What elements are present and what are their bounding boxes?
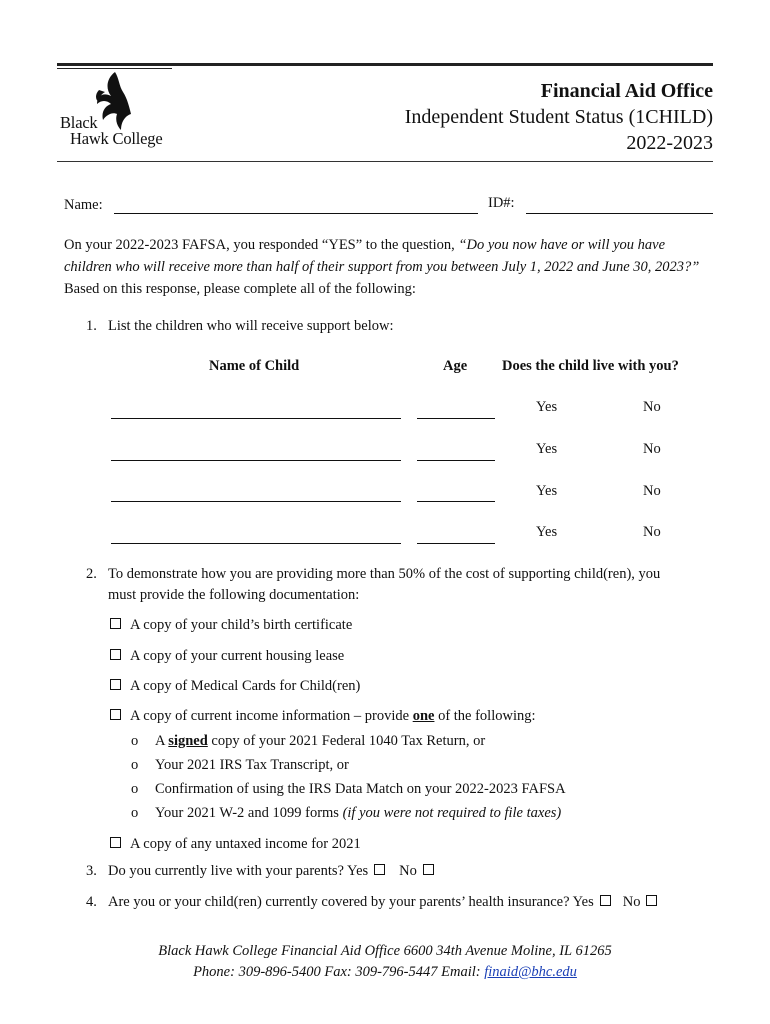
doc-label: A copy of your current housing lease xyxy=(130,648,345,664)
col-lives-with-you: Does the child live with you? xyxy=(502,358,679,374)
intro-text-part1: On your 2022-2023 FAFSA, you responded “YES” to the question, xyxy=(64,237,459,253)
header-rule-top xyxy=(57,63,713,66)
doc-label: A copy of Medical Cards for Child(ren) xyxy=(130,678,361,694)
header-rule-bottom xyxy=(57,161,713,162)
name-field[interactable] xyxy=(114,213,478,214)
child-name-field[interactable] xyxy=(111,501,401,502)
doc-checkbox-item[interactable] xyxy=(110,678,360,695)
child-name-field[interactable] xyxy=(111,418,401,419)
section3-no-label: No xyxy=(399,863,417,879)
id-field[interactable] xyxy=(526,213,713,214)
no-checkbox-icon[interactable] xyxy=(646,895,657,906)
income-one: one xyxy=(412,708,435,724)
doc-checkbox-item[interactable] xyxy=(110,836,361,853)
section1-text: List the children who will receive support below: xyxy=(108,318,394,334)
signed-text: signed xyxy=(168,733,208,749)
doc-label: A copy of any untaxed income for 2021 xyxy=(130,836,361,852)
income-option-data-match: Confirmation of using the IRS Data Match on your 2022-2023 FAFSA xyxy=(155,781,566,797)
col-age: Age xyxy=(443,358,468,374)
form-title: Independent Student Status (1CHILD) xyxy=(404,106,713,128)
child-name-field[interactable] xyxy=(111,460,401,461)
footer-address: Black Hawk College Financial Aid Office 6600 34th Avenue Moline, IL 61265 xyxy=(158,943,612,959)
child-name-field[interactable] xyxy=(111,543,401,544)
section2-text-line1: To demonstrate how you are providing more than 50% of the cost of supporting child(ren), you xyxy=(108,566,661,582)
section4-no-label: No xyxy=(622,894,641,910)
income-option-w2-note: (if you were not required to file taxes) xyxy=(342,805,562,821)
income-option-1040-post: copy of your 2021 Federal 1040 Tax Return, or xyxy=(207,733,486,749)
section1-number: 1. xyxy=(86,318,97,334)
doc-checkbox-item[interactable] xyxy=(110,708,536,725)
income-option-w2 xyxy=(155,805,561,822)
income-option-1040 xyxy=(155,733,485,750)
checkbox-icon[interactable] xyxy=(110,649,121,660)
income-post: of the following: xyxy=(434,708,536,724)
award-year: 2022-2023 xyxy=(626,132,713,154)
child-no-option[interactable]: No xyxy=(643,399,661,415)
checkbox-icon[interactable] xyxy=(110,837,121,848)
section2-text-line2: must provide the following documentation: xyxy=(108,587,360,603)
child-yes-option[interactable]: Yes xyxy=(536,399,558,415)
no-checkbox-icon[interactable] xyxy=(423,864,434,875)
sub-bullet: o xyxy=(131,757,139,773)
child-no-option[interactable]: No xyxy=(643,524,661,540)
child-age-field[interactable] xyxy=(417,418,495,419)
section4-number: 4. xyxy=(86,894,97,910)
footer-email-link[interactable]: finaid@bhc.edu xyxy=(484,964,577,980)
intro-question: “Do you now have or will you have children who will receive more than half of their support from you between July 1, 2022 and June 30, 2023?” xyxy=(64,237,700,275)
footer-phone-fax: Phone: 309-896-5400 Fax: 309-796-5447 Email: xyxy=(193,964,485,980)
sub-bullet: o xyxy=(131,781,139,797)
income-option-transcript: Your 2021 IRS Tax Transcript, or xyxy=(155,757,349,773)
doc-label: A copy of your child’s birth certificate xyxy=(130,617,353,633)
child-yes-option[interactable]: Yes xyxy=(536,483,558,499)
yes-checkbox-icon[interactable] xyxy=(374,864,385,875)
income-option-1040-pre: A xyxy=(155,733,169,749)
income-option-w2-pre: Your 2021 W-2 and 1099 forms xyxy=(155,805,343,821)
child-age-field[interactable] xyxy=(417,501,495,502)
section3-number: 3. xyxy=(86,863,97,879)
child-age-field[interactable] xyxy=(417,460,495,461)
header-rule-accent xyxy=(57,68,172,69)
checkbox-icon[interactable] xyxy=(110,618,121,629)
sub-bullet: o xyxy=(131,733,139,749)
section3-question xyxy=(108,863,434,880)
checkbox-icon[interactable] xyxy=(110,709,121,720)
office-title: Financial Aid Office xyxy=(540,80,713,102)
name-label: Name: xyxy=(64,197,103,213)
yes-checkbox-icon[interactable] xyxy=(600,895,611,906)
logo-text-line1: Black xyxy=(60,113,98,132)
child-age-field[interactable] xyxy=(417,543,495,544)
doc-checkbox-item[interactable] xyxy=(110,617,352,634)
logo-text-line2: Hawk College xyxy=(70,129,163,148)
col-name-of-child: Name of Child xyxy=(209,358,300,374)
footer-contact xyxy=(0,964,770,981)
doc-checkbox-item[interactable] xyxy=(110,648,344,665)
id-label: ID#: xyxy=(488,195,515,211)
section2-number: 2. xyxy=(86,566,97,582)
section4-question xyxy=(108,894,657,911)
child-no-option[interactable]: No xyxy=(643,483,661,499)
checkbox-icon[interactable] xyxy=(110,679,121,690)
intro-paragraph xyxy=(64,234,704,300)
sub-bullet: o xyxy=(131,805,139,821)
section3-text: Do you currently live with your parents? Yes xyxy=(108,863,369,879)
child-yes-option[interactable]: Yes xyxy=(536,441,558,457)
child-yes-option[interactable]: Yes xyxy=(536,524,558,540)
intro-text-part2: Based on this response, please complete all of the following: xyxy=(64,281,416,297)
income-pre: A copy of current income information – provide xyxy=(130,708,413,724)
section4-text: Are you or your child(ren) currently covered by your parents’ health insurance? Yes xyxy=(108,894,594,910)
child-no-option[interactable]: No xyxy=(643,441,661,457)
